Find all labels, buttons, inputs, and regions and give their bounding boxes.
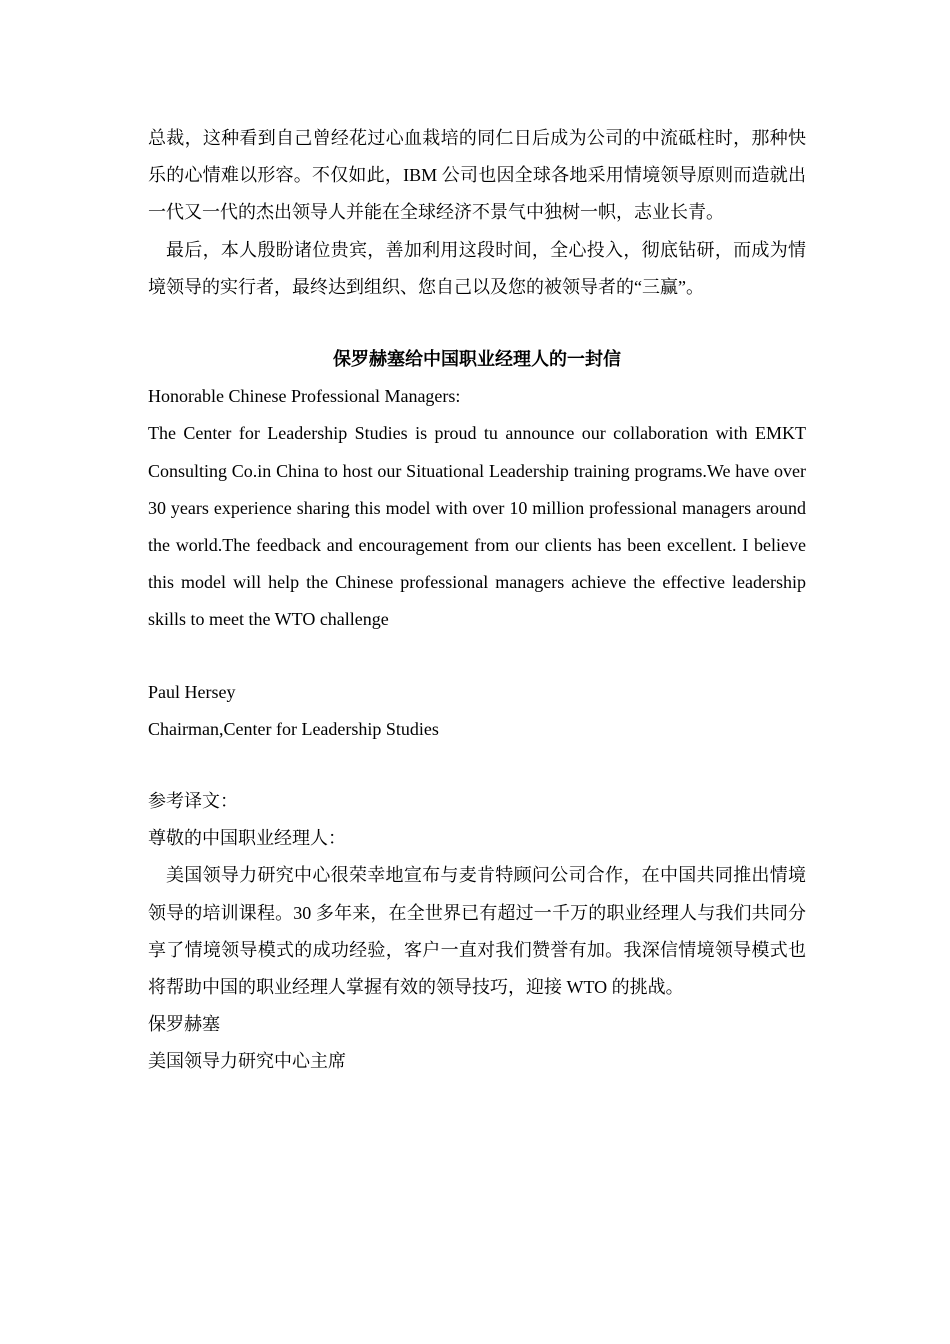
letter-body: The Center for Leadership Studies is proud tu announce our collaboration with EMKT Consulting Co.in China to host our Situational Leadership training programs.We have over 30 years experience sharing this model with over 10 million professional managers around the world.The feedback and encouragement from our clients has been excellent. I believe this model will help the Chinese professional managers achieve the effective leadership skills to meet the WTO challenge — [148, 423, 806, 630]
translation-body: 美国领导力研究中心很荣幸地宣布与麦肯特顾问公司合作，在中国共同推出情境领导的培训课程。30 多年来，在全世界已有超过一千万的职业经理人与我们共同分享了情境领导模式的成功经验，客户一直对我们赞誉有加。我深信情境领导模式也将帮助中国的职业经理人掌握有效的领导技巧，迎接 WTO 的挑战。 — [148, 865, 806, 998]
translation-signature-title: 美国领导力研究中心主席 — [148, 1051, 346, 1072]
spacer — [148, 639, 806, 674]
letter-signature-title: Chairman,Center for Leadership Studies — [148, 718, 439, 739]
translation-salutation: 尊敬的中国职业经理人： — [148, 828, 346, 849]
letter-title: 保罗赫塞给中国职业经理人的一封信 — [333, 349, 621, 370]
intro-paragraph-1: 总裁，这种看到自己曾经花过心血栽培的同仁日后成为公司的中流砥柱时，那种快乐的心情难以形容。不仅如此，IBM 公司也因全球各地采用情境领导原则而造就出一代又一代的杰出领导人并能在全球经济不景气中独树一帜，志业长青。 — [148, 128, 806, 223]
translation-signature-name: 保罗赫塞 — [148, 1014, 220, 1035]
letter-salutation: Honorable Chinese Professional Managers: — [148, 386, 461, 407]
spacer — [148, 748, 806, 783]
intro-paragraph-2: 最后，本人殷盼诸位贵宾，善加利用这段时间，全心投入，彻底钻研，而成为情境领导的实行者，最终达到组织、您自己以及您的被领导者的“三赢”。 — [148, 239, 806, 297]
spacer — [148, 306, 806, 341]
document-page — [148, 120, 806, 1081]
translation-heading: 参考译文： — [148, 791, 238, 812]
letter-signature-name: Paul Hersey — [148, 681, 236, 702]
